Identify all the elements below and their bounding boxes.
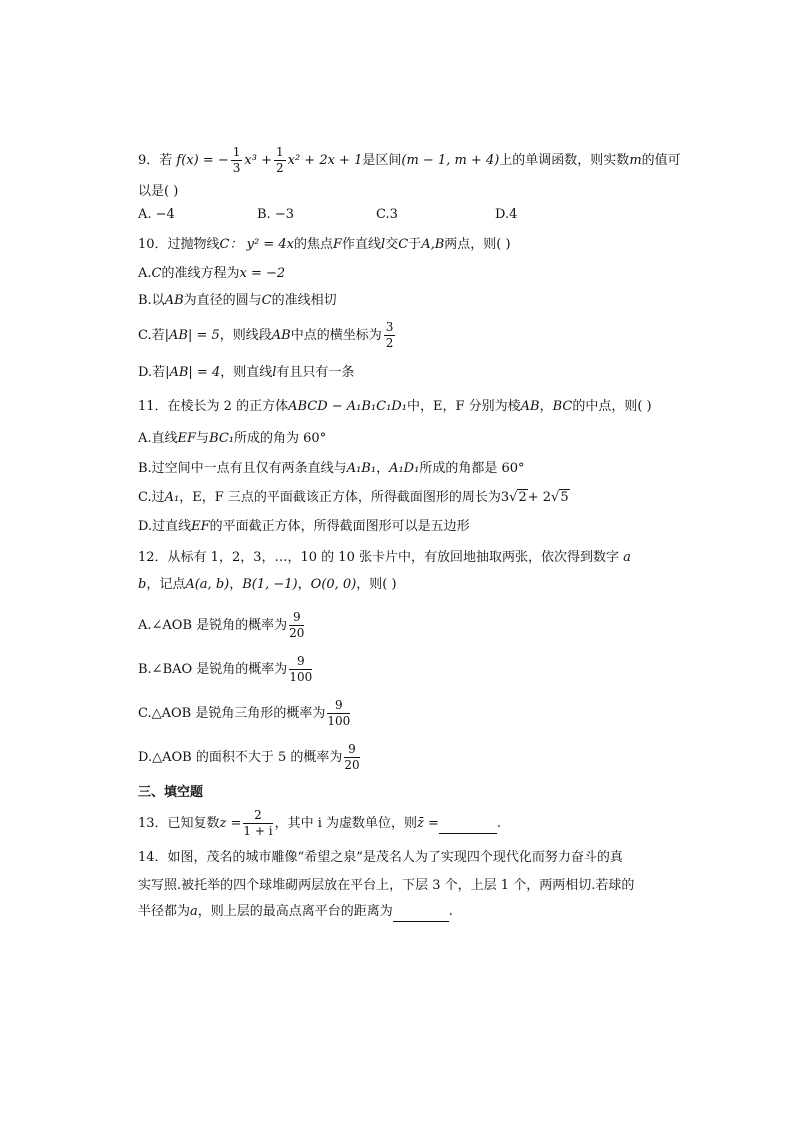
q10-opt-c-label: C.若 <box>138 328 165 343</box>
q12-option-b <box>138 654 314 685</box>
q10-stem-6: 两点，则( ) <box>444 237 511 252</box>
q10-opt-d-text: ，则直线 <box>220 365 273 380</box>
q9-line2: 以是( ) <box>138 184 179 199</box>
q11-opt-d-ef: EF <box>191 519 210 534</box>
q12-opt-d-num: 9 <box>344 742 359 758</box>
q9-number: 9．若 <box>138 153 173 168</box>
q10-option-d <box>138 364 354 382</box>
q10-opt-c-text: ，则线段 <box>219 328 272 343</box>
q13-z: z = <box>219 816 242 831</box>
q12-opt-a-den: 20 <box>289 626 305 640</box>
q9-option-c: C.3 <box>376 207 398 222</box>
q10-line-l: l <box>381 237 386 252</box>
q9-tail: x² + 2x + 1 <box>287 153 363 168</box>
q13-fraction <box>243 808 272 839</box>
q12-opt-a-num: 9 <box>289 610 304 626</box>
section-title: 三、填空题 <box>138 785 204 800</box>
q10-opt-b-label: B.以 <box>138 293 165 308</box>
q12-opt-b-num: 9 <box>289 654 312 670</box>
q10-opt-b-text: 为直径的圆与 <box>183 293 262 308</box>
q9-interval: (m − 1, m + 4) <box>401 153 500 168</box>
q14-line3 <box>138 903 453 922</box>
q10-opt-a-c: C <box>151 266 162 281</box>
q9-frac2-den: 2 <box>275 161 284 175</box>
q12-opt-b-den: 100 <box>289 670 313 684</box>
q13-answer-blank[interactable] <box>439 815 497 834</box>
q12-opt-b-text: B.∠BAO 是锐角的概率为 <box>138 662 288 677</box>
q11-opt-b-sep: ， <box>376 461 390 476</box>
q14-end: . <box>448 904 453 919</box>
q11-opt-b-a1d1: A₁D₁ <box>389 461 420 476</box>
q12-point-o: O(0, 0) <box>310 577 357 592</box>
q11-stem <box>138 398 652 416</box>
q11-opt-d-text: 的平面截正方体，所得截面图形可以是五边形 <box>209 519 470 534</box>
q11-opt-c-plus: + 2 <box>527 490 552 505</box>
q12-sep-1: ， <box>229 577 243 592</box>
q12-point-a: A(a, b) <box>185 577 230 592</box>
q9-stem-c: 上的单调函数，则实数 <box>499 153 630 168</box>
q12-point-b: B(1, −1) <box>242 577 298 592</box>
q10-opt-d-abs: |AB| = 4 <box>165 365 221 380</box>
q10-opt-a-label: A. <box>138 266 152 281</box>
q9-function: f(x) = − <box>176 153 229 168</box>
q11-option-b <box>138 460 525 478</box>
q10-opt-b-text2: 的准线相切 <box>271 293 337 308</box>
q11-stem-2: 中，E，F 分别为棱 <box>406 399 521 414</box>
q13-den: 1 + i <box>243 824 273 838</box>
q10-curve-c: C <box>398 237 409 252</box>
q14-answer-blank[interactable] <box>393 903 449 922</box>
q13-line <box>138 808 501 839</box>
q9-option-a: A. −4 <box>138 207 175 222</box>
q12-end: ，则( ) <box>356 577 397 592</box>
q11-opt-c-coef: 3 <box>500 490 510 505</box>
q11-opt-b-a1b1: A₁B₁ <box>346 461 377 476</box>
q11-opt-c-sqrt2: 2 <box>518 490 527 505</box>
q11-opt-a-bc1: BC₁ <box>209 431 235 446</box>
q10-stem-2: 的焦点 <box>293 237 333 252</box>
q10-opt-c-num: 3 <box>385 320 394 334</box>
q12-opt-d-den: 20 <box>344 758 360 772</box>
q10-option-b <box>138 292 337 310</box>
q10-number: 10．过抛物线 <box>138 237 220 252</box>
q12-opt-d-fraction <box>344 742 359 773</box>
q11-opt-c-sqrt5: 5 <box>560 490 569 505</box>
q11-opt-b-text2: 所成的角都是 60° <box>419 461 525 476</box>
q12-opt-c-num: 9 <box>327 698 350 714</box>
q9-var-m: m <box>629 153 642 168</box>
q12-opt-c-text: C.△AOB 是锐角三角形的概率为 <box>138 706 326 721</box>
q10-opt-a-text: 的准线方程为 <box>161 266 240 281</box>
q10-stem <box>138 236 511 254</box>
q10-opt-a-eq: x = −2 <box>239 266 286 281</box>
q14-var-a: a <box>190 904 198 919</box>
q10-opt-d-text2: 有且只有一条 <box>276 365 355 380</box>
q12-opt-b-fraction <box>289 654 312 685</box>
q11-cube: ABCD − A₁B₁C₁D₁ <box>288 399 407 414</box>
q11-opt-a-text2: 所成的角为 60° <box>234 431 327 446</box>
q12-opt-a-fraction <box>289 610 304 641</box>
q11-opt-d-label: D.过直线 <box>138 519 192 534</box>
q12-opt-c-den: 100 <box>327 714 351 728</box>
q10-opt-b-c: C <box>261 293 272 308</box>
q11-edge-bc: BC <box>552 399 573 414</box>
q9-option-d: D.4 <box>495 207 518 222</box>
q11-number: 11．在棱长为 2 的正方体 <box>138 399 289 414</box>
q12-stem-2: ，记点 <box>146 577 186 592</box>
q12-option-d <box>138 742 362 773</box>
q10-opt-c-den: 2 <box>385 336 394 350</box>
q12-line2 <box>138 576 397 594</box>
q13-zbar: z̄ = <box>417 816 439 831</box>
q11-option-a <box>138 430 326 448</box>
q12-opt-c-fraction <box>327 698 350 729</box>
q13-num: 2 <box>243 808 272 824</box>
q11-opt-c-text: ，E，F 三点的平面截该正方体，所得截面图形的周长为 <box>179 490 501 505</box>
q12-option-c <box>138 698 352 729</box>
q9-stem-b: 是区间 <box>362 153 402 168</box>
q9-line1 <box>138 145 681 176</box>
q12-option-a <box>138 610 306 641</box>
q9-fraction-2 <box>274 145 286 176</box>
q11-opt-c-label: C.过 <box>138 490 165 505</box>
q10-opt-d-l: l <box>272 365 277 380</box>
q14-line1: 14．如图，茂名的城市雕像“希望之泉”是茂名人为了实现四个现代化而努力奋斗的真 <box>138 850 623 865</box>
q9-frac1-num: 1 <box>232 145 241 159</box>
q10-opt-c-ab: AB <box>271 328 291 343</box>
q11-option-c: C.过A₁，E，F 三点的平面截该正方体，所得截面图形的周长为3√2+ 2√5 <box>138 490 569 505</box>
q9-fraction-1 <box>231 145 243 176</box>
q14-text-a: 半径都为 <box>138 904 191 919</box>
q10-opt-c-fraction <box>384 320 396 351</box>
q10-points: A,B <box>421 237 445 252</box>
q10-opt-c-text2: 中点的横坐标为 <box>290 328 382 343</box>
q14-line2: 实写照.被托举的四个球堆砌两层放在平台上，下层 3 个，上层 1 个，两两相切.若球的 <box>138 878 635 893</box>
q10-stem-3: 作直线 <box>342 237 382 252</box>
q10-opt-d-label: D.若 <box>138 365 166 380</box>
q11-opt-a-ef: EF <box>177 431 197 446</box>
q9-frac2-num: 1 <box>275 145 284 159</box>
q9-stem-d: 的值可 <box>641 153 681 168</box>
q12-line1 <box>138 549 631 567</box>
q13-end: . <box>496 816 502 831</box>
q11-edge-ab: AB <box>520 399 540 414</box>
q12-opt-a-text: A.∠AOB 是锐角的概率为 <box>138 618 288 633</box>
q10-focus: F <box>332 237 343 252</box>
q12-stem: 12．从标有 1，2，3，…，10 的 10 张卡片中，有放回地抽取两张，依次得到数字 <box>138 550 619 565</box>
q11-opt-c-a1: A₁ <box>164 490 180 505</box>
q10-equation: y² = 4x <box>246 237 294 252</box>
q10-option-c <box>138 320 397 351</box>
q11-stem-4: 的中点，则( ) <box>572 399 652 414</box>
q10-curve: C： <box>219 237 243 252</box>
q12-opt-d-text: D.△AOB 的面积不大于 5 的概率为 <box>138 750 343 765</box>
q11-opt-a-label: A.直线 <box>138 431 178 446</box>
q11-opt-a-text: 与 <box>196 431 210 446</box>
q10-opt-c-abs: |AB| = 5 <box>164 328 220 343</box>
q10-stem-5: 于 <box>408 237 422 252</box>
q14-text-b: ，则上层的最高点离平台的距离为 <box>197 904 393 919</box>
q10-option-a <box>138 265 285 283</box>
q13-stem-2: ，其中 i 为虚数单位，则 <box>274 816 418 831</box>
q11-sep: ， <box>539 399 553 414</box>
q9-term: x³ + <box>244 153 272 168</box>
q10-opt-b-ab: AB <box>164 293 184 308</box>
q9-frac1-den: 3 <box>232 161 241 175</box>
q12-var-b: b <box>138 577 147 592</box>
q12-sep-2: ， <box>297 577 311 592</box>
q10-stem-4: 交 <box>385 237 399 252</box>
q12-var-a: a <box>623 550 631 565</box>
q11-option-d <box>138 518 470 536</box>
q9-option-b: B. −3 <box>257 207 294 222</box>
q11-opt-b-label: B.过空间中一点有且仅有两条直线与 <box>138 461 347 476</box>
q13-stem: 13．已知复数 <box>138 816 220 831</box>
